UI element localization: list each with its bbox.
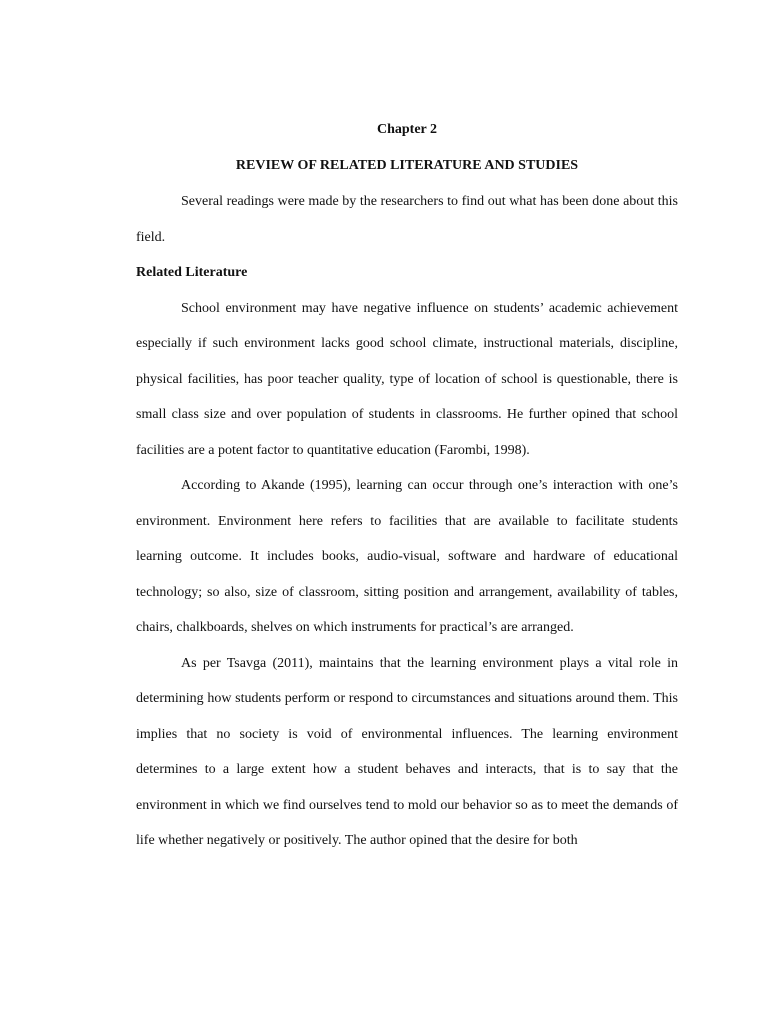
intro-paragraph: Several readings were made by the researchers to find out what has been done about this field.: [136, 194, 678, 245]
page-content: [136, 118, 678, 859]
paragraph-akande: According to Akande (1995), learning can occur through one’s interaction with one’s environment. Environment here refers to facilities that are available to facilitate students learning outcome. It includes books, audio-visual, software and hardware of educational technology; so also, size of classroom, sitting position and arrangement, availability of tables, chairs, chalkboards, shelves on which instruments for practical’s are arranged.: [136, 478, 678, 635]
paragraph-school-environment: School environment may have negative influence on students’ academic achievement especially if such environment lacks good school climate, instructional materials, discipline, physical facilities, has poor teacher quality, type of location of school is questionable, there is small class size and over population of students in classrooms. He further opined that school facilities are a potent factor to quantitative education (Farombi, 1998).: [136, 300, 678, 458]
chapter-title: Chapter 2: [376, 122, 438, 137]
section-heading-related-literature: Related Literature: [136, 265, 248, 280]
chapter-subtitle: REVIEW OF RELATED LITERATURE AND STUDIES: [235, 158, 579, 173]
paragraph-tsavga: As per Tsavga (2011), maintains that the learning environment plays a vital role in determining how students perform or respond to circumstances and situations around them. This implies that no society is void of environmental influences. The learning environment determines to a large extent how a student behaves and interacts, that is to say that the environment in which we find ourselves tend to mold our behavior so as to meet the demands of life whether negatively or positively. The author opined that the desire for both: [136, 655, 678, 848]
